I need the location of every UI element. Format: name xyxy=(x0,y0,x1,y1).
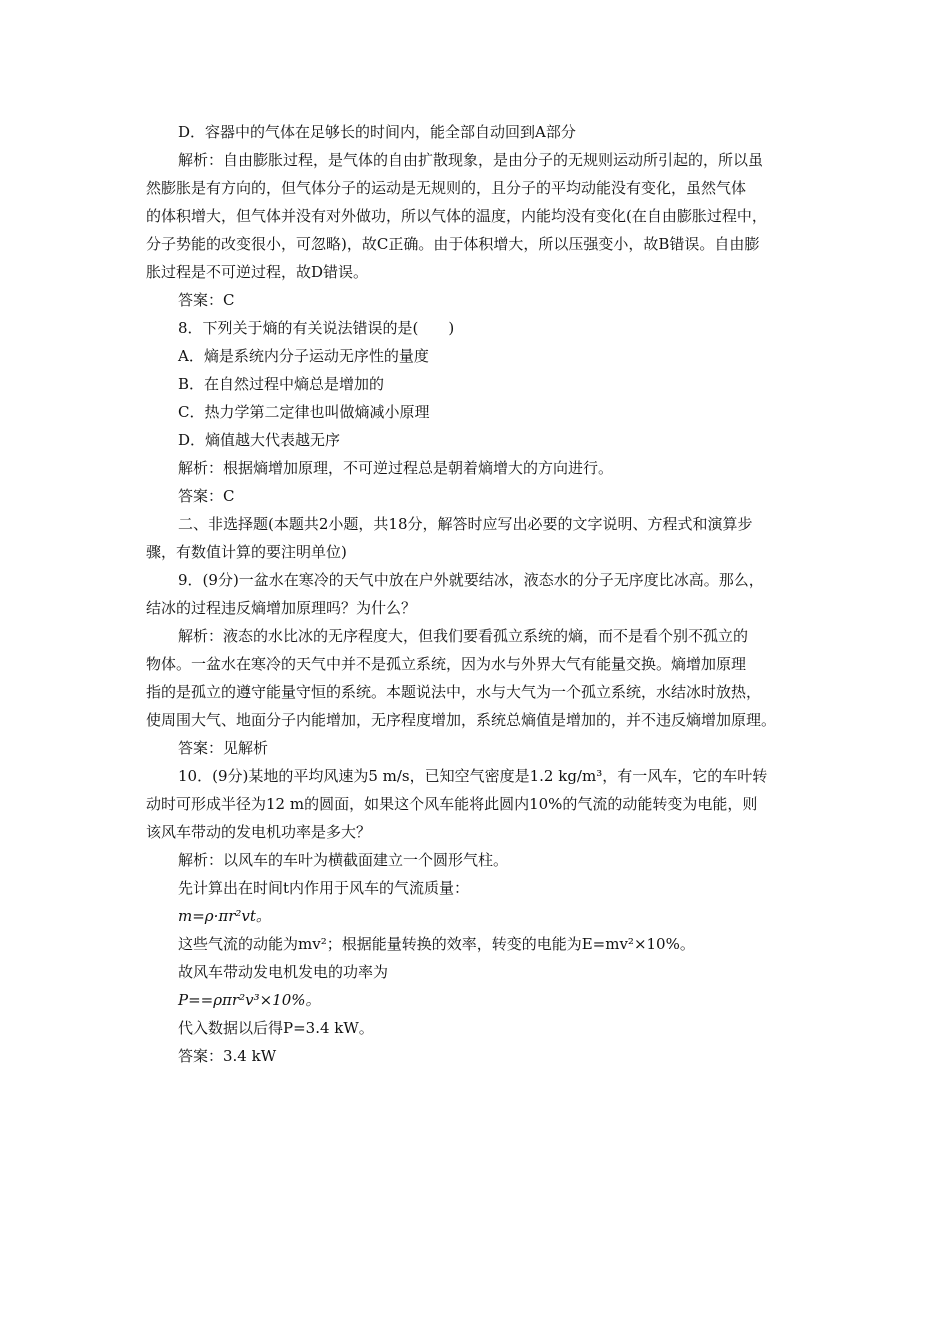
question-9: 9．(9分)一盆水在寒冷的天气中放在户外就要结冰，液态水的分子无序度比冰高。那么， xyxy=(178,571,764,589)
analysis-q9-line: 解析：液态的水比冰的无序程度大，但我们要看孤立系统的熵，而不是看个别不孤立的 xyxy=(178,627,749,645)
question-10-cont: 动时可形成半径为12 m的圆面，如果这个风车能将此圆内10%的气流的动能转变为电能，则 xyxy=(146,795,758,813)
analysis-q7-line: 胀过程是不可逆过程，故D错误。 xyxy=(146,263,369,281)
analysis-q7-line: 解析：自由膨胀过程，是气体的自由扩散现象，是由分子的无规则运动所引起的，所以虽 xyxy=(178,151,764,169)
analysis-q9-line: 物体。一盆水在寒冷的天气中并不是孤立系统，因为水与外界大气有能量交换。熵增加原理 xyxy=(146,655,747,673)
section-heading: 二、非选择题(本题共2小题，共18分，解答时应写出必要的文字说明、方程式和演算步 xyxy=(178,515,753,533)
option-b-q8: B．在自然过程中熵总是增加的 xyxy=(178,375,385,393)
option-c-q8: C．热力学第二定律也叫做熵减小原理 xyxy=(178,403,430,421)
analysis-q9-line: 使周围大气、地面分子内能增加，无序程度增加，系统总熵值是增加的，并不违反熵增加原理。 xyxy=(146,711,777,729)
question-9-cont: 结冰的过程违反熵增加原理吗？为什么？ xyxy=(146,599,417,617)
section-heading-cont: 骤，有数值计算的要注明单位) xyxy=(146,543,347,561)
answer-q9: 答案：见解析 xyxy=(178,739,269,757)
option-d-q8: D．熵值越大代表越无序 xyxy=(178,431,341,449)
formula-mass: m=ρ·πr²vt。 xyxy=(178,907,271,925)
analysis-q7-line: 的体积增大，但气体并没有对外做功，所以气体的温度，内能均没有变化(在自由膨胀过程中， xyxy=(146,207,767,225)
formula-power: P==ρπr²v³×10%。 xyxy=(178,991,321,1009)
question-10: 10．(9分)某地的平均风速为5 m/s，已知空气密度是1.2 kg/m³，有一风车，它的车叶转 xyxy=(178,767,768,785)
analysis-q8: 解析：根据熵增加原理，不可逆过程总是朝着熵增大的方向进行。 xyxy=(178,459,614,477)
analysis-q7-line: 然膨胀是有方向的，但气体分子的运动是无规则的，且分子的平均动能没有变化，虽然气体 xyxy=(146,179,747,197)
document-body xyxy=(146,118,824,1070)
option-a-q8: A．熵是系统内分子运动无序性的量度 xyxy=(178,347,429,365)
question-10-cont: 该风车带动的发电机功率是多大？ xyxy=(146,823,372,841)
analysis-q7-line: 分子势能的改变很小，可忽略)，故C正确。由于体积增大，所以压强变小，故B错误。自由膨 xyxy=(146,235,760,253)
analysis-q10-line: 先计算出在时间t内作用于风车的气流质量： xyxy=(178,879,470,897)
option-d-q7: D．容器中的气体在足够长的时间内，能全部自动回到A部分 xyxy=(178,123,576,141)
answer-q7: 答案：C xyxy=(178,291,235,309)
analysis-q10-line: 解析：以风车的车叶为横截面建立一个圆形气柱。 xyxy=(178,851,509,869)
analysis-q9-line: 指的是孤立的遵守能量守恒的系统。本题说法中，水与大气为一个孤立系统，水结冰时放热， xyxy=(146,683,762,701)
answer-q10: 答案：3.4 kW xyxy=(178,1047,277,1065)
answer-q8: 答案：C xyxy=(178,487,235,505)
analysis-q10-line: 这些气流的动能为mv²；根据能量转换的效率，转变的电能为E=mv²×10%。 xyxy=(178,935,695,953)
analysis-q10-result: 代入数据以后得P=3.4 kW。 xyxy=(178,1019,374,1037)
question-8: 8．下列关于熵的有关说法错误的是( ) xyxy=(178,319,455,337)
analysis-q10-line: 故风车带动发电机发电的功率为 xyxy=(178,963,389,981)
